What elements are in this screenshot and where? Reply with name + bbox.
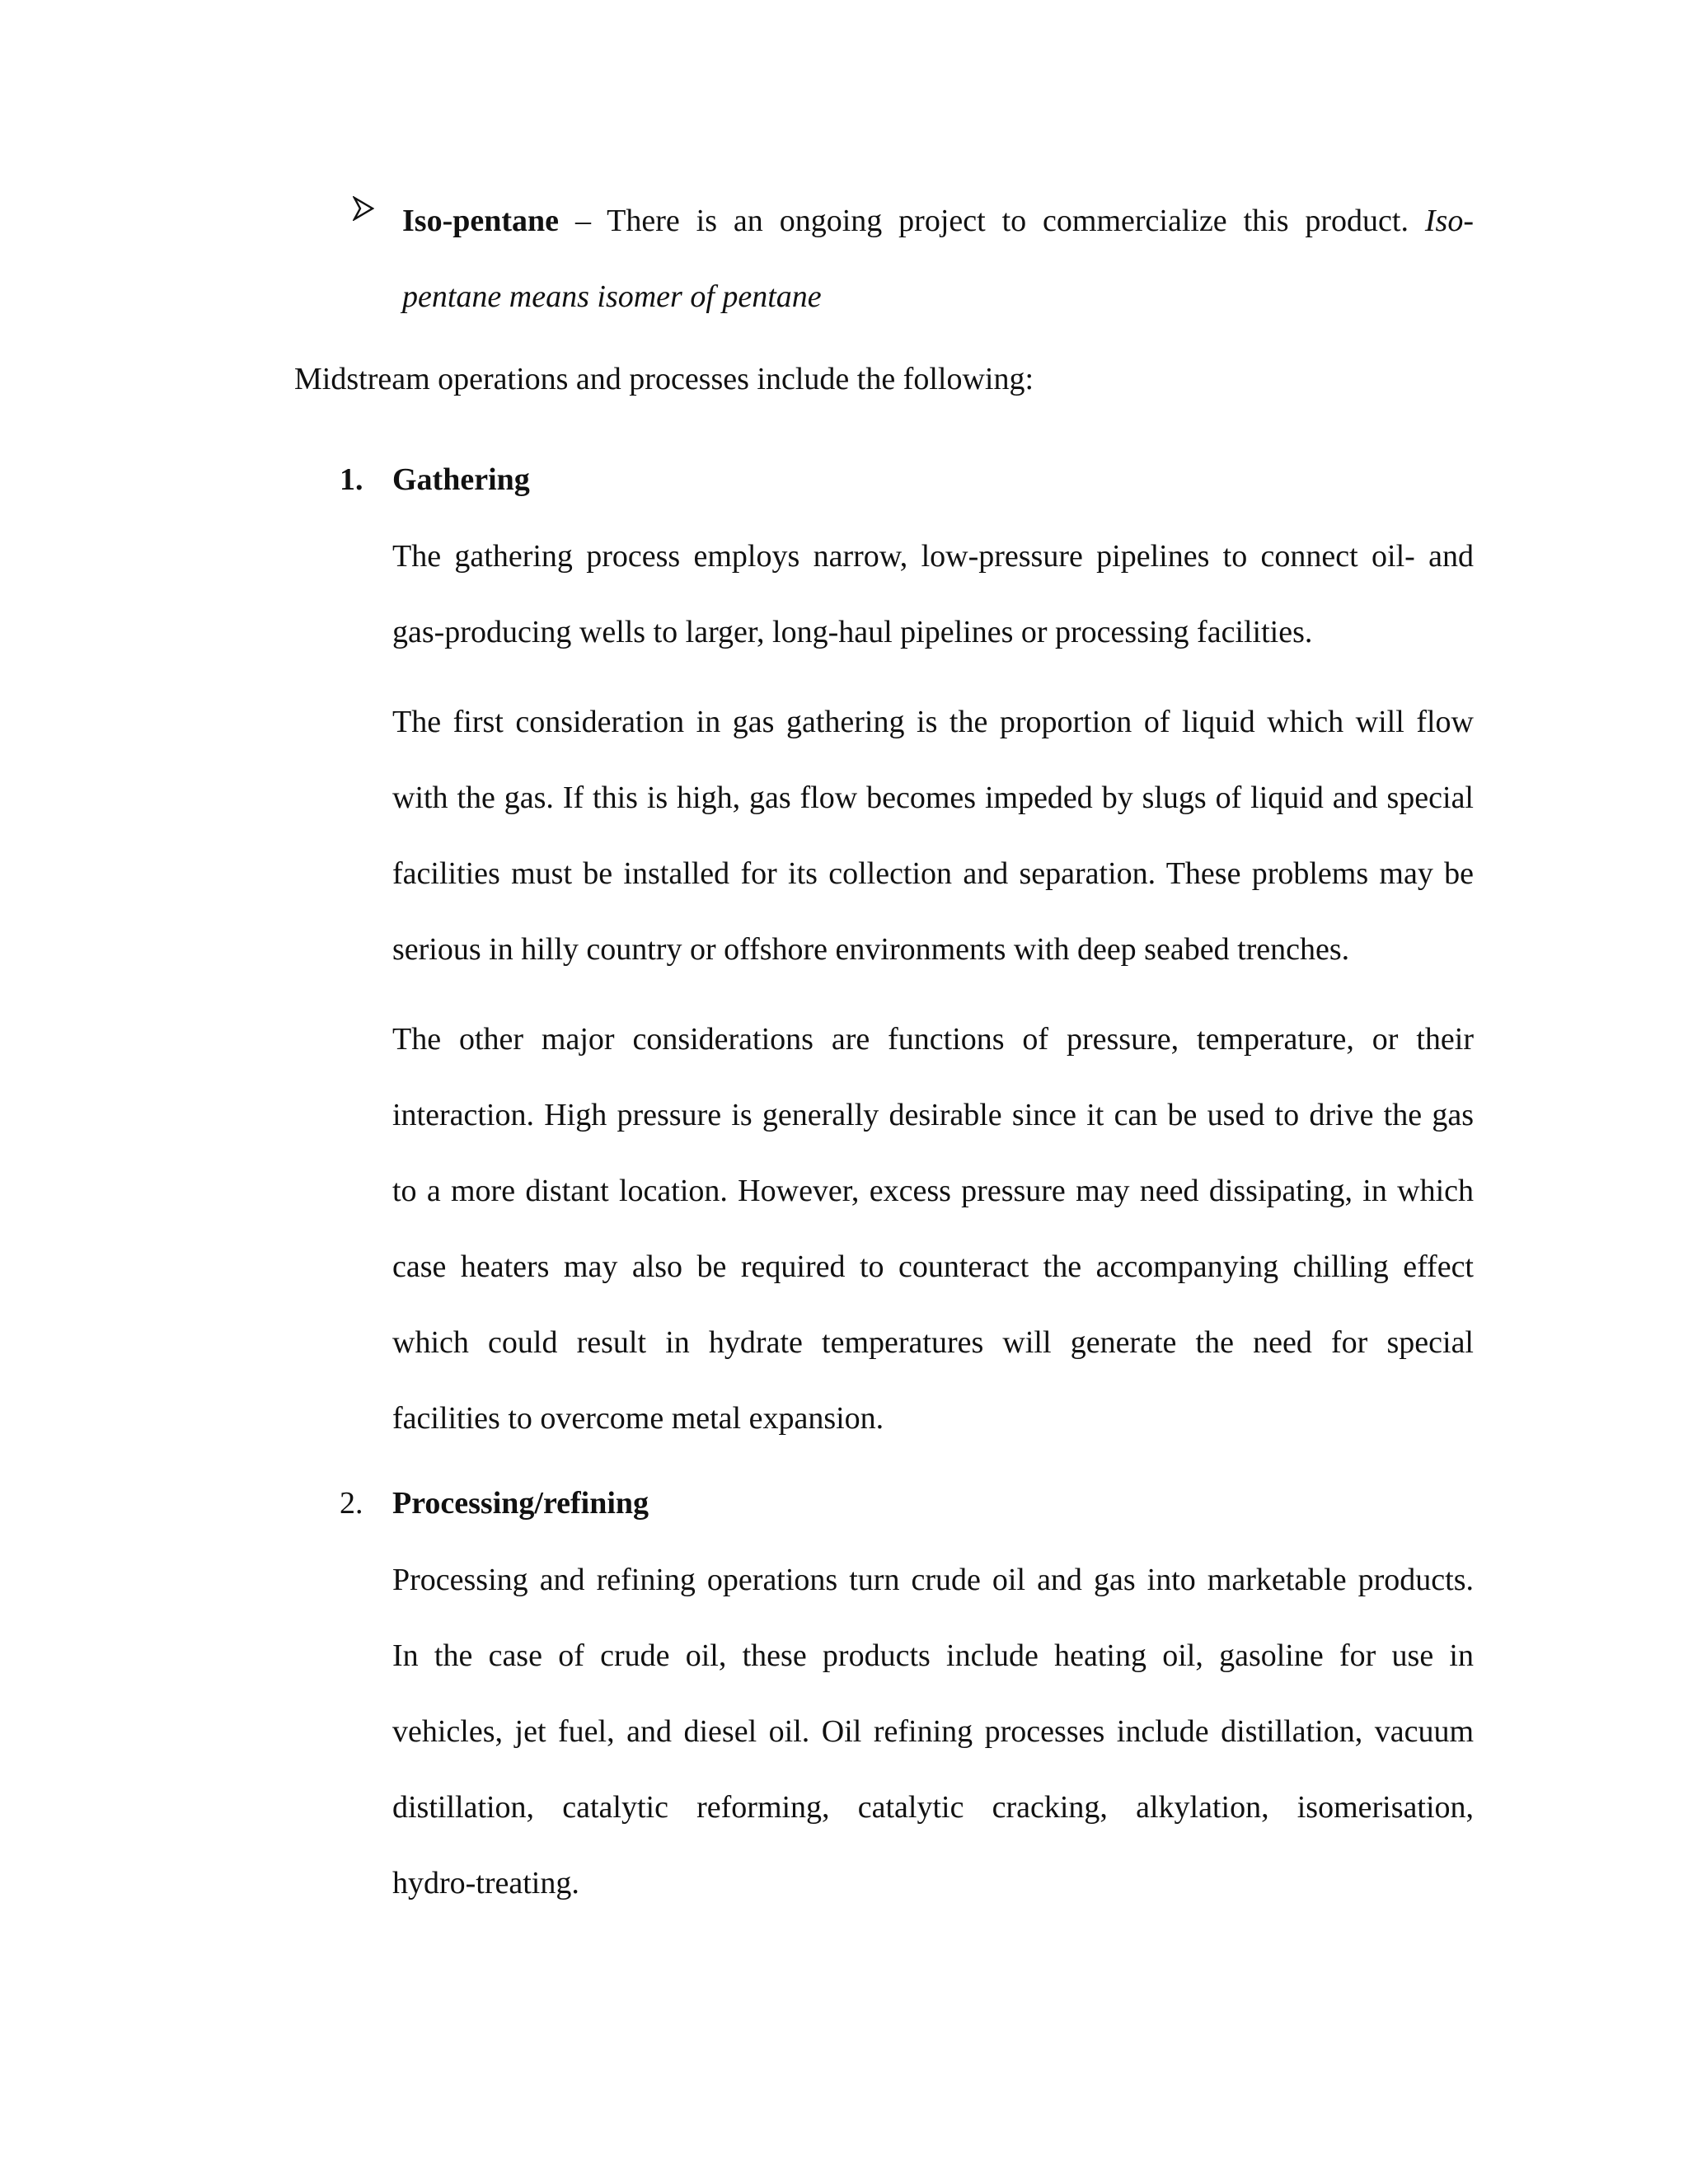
bullet-item-iso-pentane	[353, 183, 1474, 335]
section-heading	[340, 455, 1474, 504]
paragraph	[392, 1001, 1474, 1456]
section-title: Processing/refining	[392, 1486, 649, 1521]
paragraph-line: vehicles, jet fuel, and diesel oil. Oil refining processes include distillation, vacuum	[392, 1714, 1474, 1749]
section-heading	[340, 1479, 1474, 1528]
section-gathering	[340, 455, 1474, 1456]
paragraph-line: interaction. High pressure is generally desirable since it can be used to drive the gas	[392, 1098, 1474, 1132]
paragraph-line: case heaters may also be required to counteract the accompanying chilling effect	[392, 1249, 1474, 1284]
paragraph-line: gas-producing wells to larger, long-haul pipelines or processing facilities.	[392, 615, 1313, 649]
paragraph-line: distillation, catalytic reforming, catalytic cracking, alkylation, isomerisation,	[392, 1790, 1474, 1825]
paragraph-line: hydro-treating.	[392, 1866, 579, 1900]
paragraph-line: The first consideration in gas gathering is the proportion of liquid which will flow	[392, 705, 1474, 739]
paragraph	[392, 684, 1474, 987]
paragraph	[392, 1542, 1474, 1921]
bullet-text	[402, 183, 1474, 335]
paragraph-line: Processing and refining operations turn crude oil and gas into marketable products.	[392, 1563, 1474, 1597]
intro-text: Midstream operations and processes include the following:	[294, 362, 1034, 396]
bullet-italic-note: Iso-pentane means isomer of pentane	[402, 204, 1474, 314]
paragraph-line: which could result in hydrate temperatures will generate the need for special	[392, 1325, 1474, 1360]
paragraph-line: to a more distant location. However, excess pressure may need dissipating, in which	[392, 1174, 1474, 1208]
section-number: 1.	[340, 462, 363, 497]
arrowhead-bullet-icon	[353, 196, 374, 221]
paragraph-line: The other major considerations are functions of pressure, temperature, or their	[392, 1022, 1474, 1057]
section-processing-refining	[340, 1479, 1474, 1921]
paragraph-line: The gathering process employs narrow, low-pressure pipelines to connect oil- and	[392, 539, 1474, 574]
paragraph-line: In the case of crude oil, these products include heating oil, gasoline for use in	[392, 1638, 1474, 1673]
paragraph-line: facilities to overcome metal expansion.	[392, 1401, 884, 1436]
paragraph-line: with the gas. If this is high, gas flow becomes impeded by slugs of liquid and special	[392, 780, 1474, 815]
paragraph	[392, 518, 1474, 670]
section-title: Gathering	[392, 462, 530, 497]
bullet-term: Iso-pentane	[402, 204, 560, 238]
section-number: 2.	[340, 1486, 363, 1521]
bullet-description: – There is an ongoing project to commercialize this product.	[559, 204, 1425, 238]
paragraph-line: serious in hilly country or offshore environments with deep seabed trenches.	[392, 932, 1350, 967]
paragraph-line: facilities must be installed for its collection and separation. These problems may be	[392, 856, 1474, 891]
